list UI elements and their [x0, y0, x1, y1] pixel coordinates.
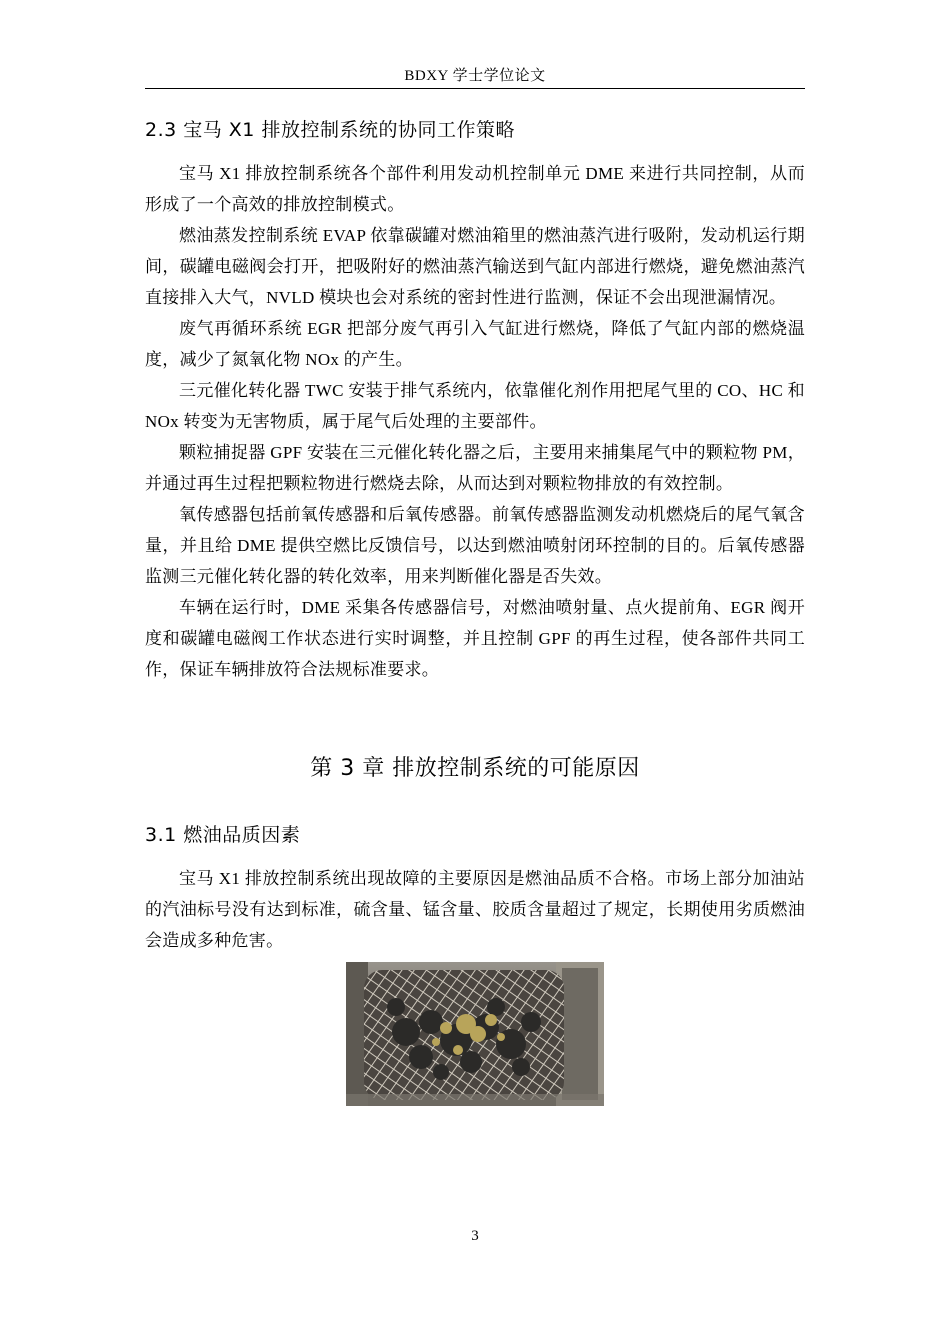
page-body	[145, 110, 805, 1106]
paragraph: 氧传感器包括前氧传感器和后氧传感器。前氧传感器监测发动机燃烧后的尾气氧含量，并且给 DME 提供空燃比反馈信号，以达到燃油喷射闭环控制的目的。后氧传感器监测三元催化转化器的转化效率，用来判断催化器是否失效。	[145, 505, 805, 586]
paragraph: 宝马 X1 排放控制系统出现故障的主要原因是燃油品质不合格。市场上部分加油站的汽油标号没有达到标准，硫含量、锰含量、胶质含量超过了规定，长期使用劣质燃油会造成多种危害。	[145, 869, 805, 950]
paragraph: 废气再循环系统 EGR 把部分废气再引入气缸进行燃烧，降低了气缸内部的燃烧温度，减少了氮氧化物 NOx 的产生。	[145, 319, 805, 369]
page-header: BDXY 学士学位论文	[404, 68, 546, 84]
section-title-2-3: 2.3 宝马 X1 排放控制系统的协同工作策略	[145, 119, 515, 141]
chapter-title-3: 第 3 章 排放控制系统的可能原因	[310, 756, 640, 781]
paragraph: 颗粒捕捉器 GPF 安装在三元催化转化器之后，主要用来捕集尾气中的颗粒物 PM，并通过再生过程把颗粒物进行燃烧去除，从而达到对颗粒物排放的有效控制。	[145, 443, 805, 493]
paragraph: 燃油蒸发控制系统 EVAP 依靠碳罐对燃油箱里的燃油蒸汽进行吸附，发动机运行期间，碳罐电磁阀会打开，把吸附好的燃油蒸汽输送到气缸内部进行燃烧，避免燃油蒸汽直接排入大气，NVLD 模块也会对系统的密封性进行监测，保证不会出现泄漏情况。	[145, 226, 805, 307]
header-rule	[145, 88, 805, 89]
clogged-catalytic-converter-image	[346, 962, 604, 1106]
page-number: 3	[471, 1228, 479, 1244]
paragraph: 三元催化转化器 TWC 安装于排气系统内，依靠催化剂作用把尾气里的 CO、HC 和 NOx 转变为无害物质，属于尾气后处理的主要部件。	[145, 381, 805, 431]
paragraph: 宝马 X1 排放控制系统各个部件利用发动机控制单元 DME 来进行共同控制，从而形成了一个高效的排放控制模式。	[145, 164, 805, 214]
section-title-3-1: 3.1 燃油品质因素	[145, 824, 301, 846]
paragraph: 车辆在运行时，DME 采集各传感器信号，对燃油喷射量、点火提前角、EGR 阀开度和碳罐电磁阀工作状态进行实时调整，并且控制 GPF 的再生过程，使各部件共同工作，保证车辆排放符合法规标准要求。	[145, 598, 805, 679]
